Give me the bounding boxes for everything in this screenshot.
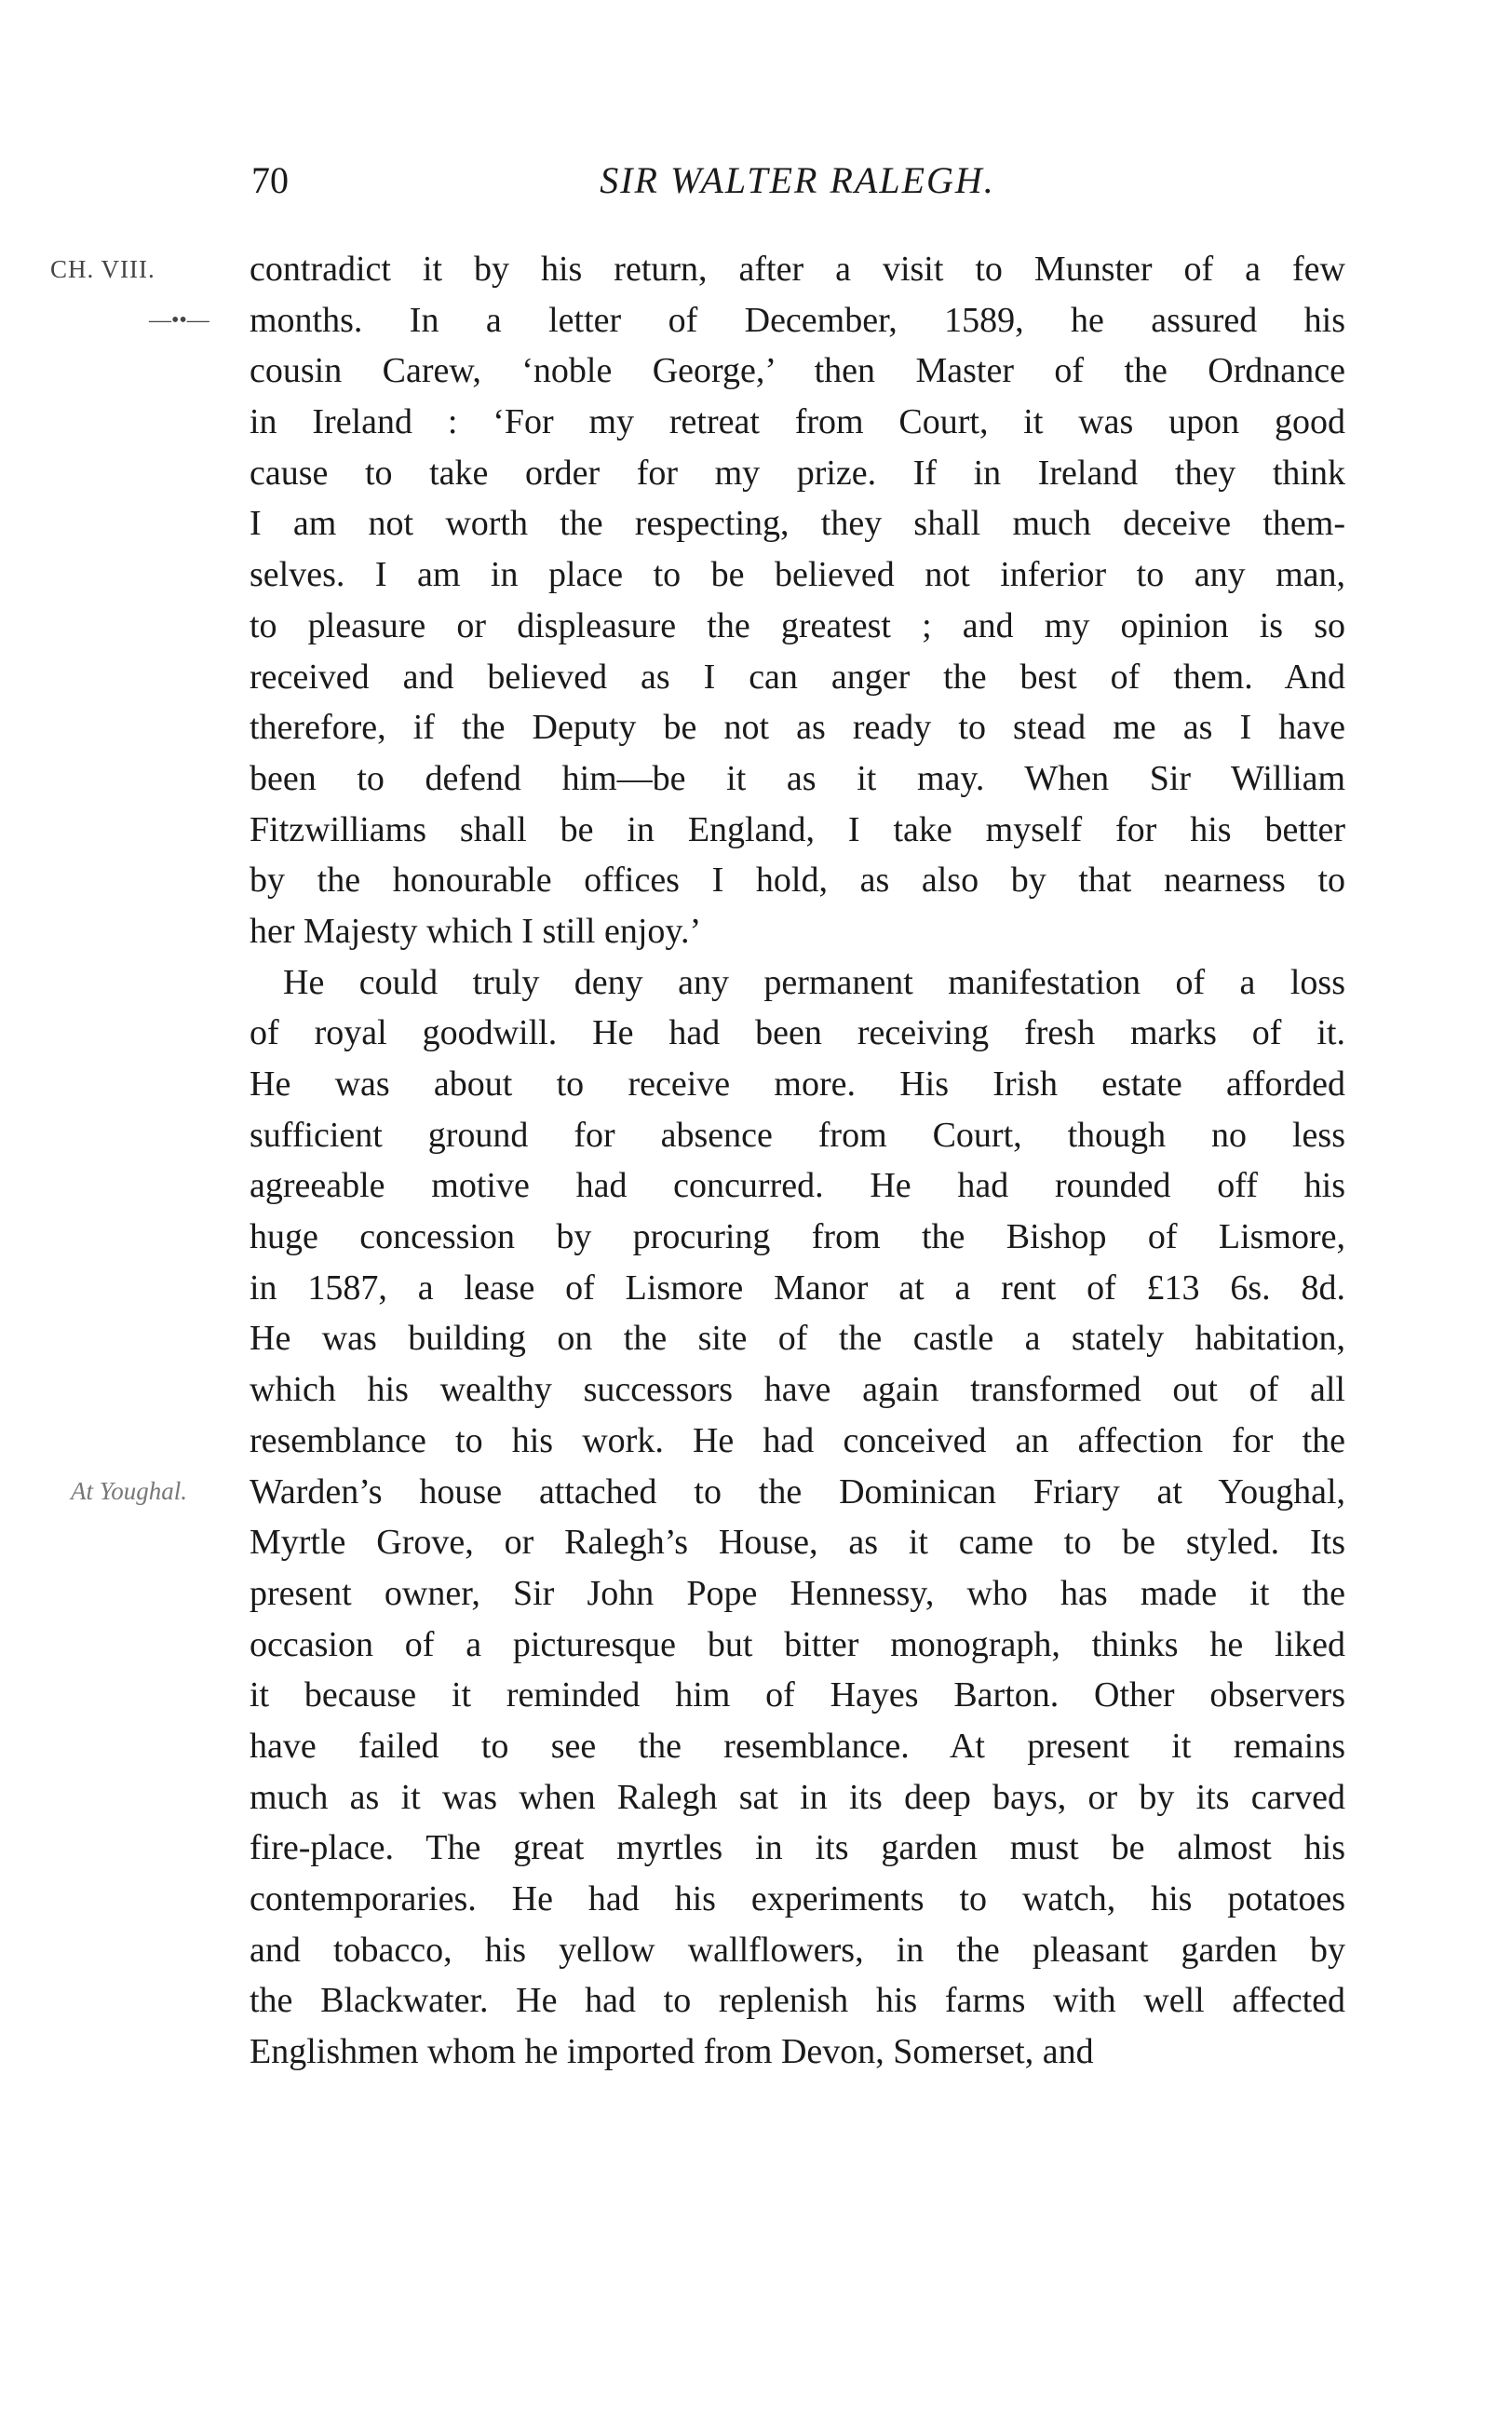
- text-line: cause to take order for my prize. If in Ireland they think: [250, 453, 1345, 493]
- text-line: received and believed as I can anger the best of them. And: [250, 657, 1345, 697]
- body-text: [250, 244, 1345, 2078]
- text-line: sufficient ground for absence from Court, though no less: [250, 1115, 1345, 1155]
- text-line: to pleasure or displeasure the greatest ; and my opinion is so: [250, 605, 1345, 645]
- text-line: contemporaries. He had his experiments to watch, his potatoes: [250, 1879, 1345, 1918]
- text-line: contradict it by his return, after a visit to Munster of a few: [250, 250, 1345, 289]
- text-line: have failed to see the resemblance. At present it remains: [250, 1726, 1345, 1766]
- text-line: Myrtle Grove, or Ralegh’s House, as it came to be styled. Its: [250, 1523, 1345, 1563]
- text-line: and tobacco, his yellow wallflowers, in the pleasant garden by: [250, 1930, 1345, 1970]
- text-line: occasion of a picturesque but bitter monograph, thinks he liked: [250, 1624, 1345, 1664]
- text-line: months. In a letter of December, 1589, he assured his: [250, 300, 1345, 340]
- text-line: her Majesty which I still enjoy.’: [250, 911, 702, 951]
- running-title: SIR WALTER RALEGH.: [600, 159, 995, 201]
- text-line: present owner, Sir John Pope Hennessy, who has made it the: [250, 1573, 1345, 1613]
- text-line: selves. I am in place to be believed not inferior to any man,: [250, 555, 1345, 595]
- text-line: the Blackwater. He had to replenish his farms with well affected: [250, 1981, 1345, 2021]
- text-line: I am not worth the respecting, they shall much deceive them-: [250, 504, 1345, 544]
- ornament-icon: —••—: [149, 308, 209, 332]
- chapter-marker: CH. VIII.: [50, 255, 155, 283]
- running-header: [250, 158, 1345, 214]
- text-line: which his wealthy successors have again transformed out of all: [250, 1370, 1345, 1410]
- text-line: He was about to receive more. His Irish estate afforded: [250, 1064, 1345, 1104]
- text-line: by the honourable offices I hold, as also by that nearness to: [250, 861, 1345, 901]
- text-line: cousin Carew, ‘noble George,’ then Master of the Ordnance: [250, 351, 1345, 391]
- text-line: of royal goodwill. He had been receiving fresh marks of it.: [250, 1013, 1345, 1053]
- text-line: much as it was when Ralegh sat in its deep bays, or by its carved: [250, 1777, 1345, 1817]
- text-line: in 1587, a lease of Lismore Manor at a rent of £13 6s. 8d.: [250, 1268, 1345, 1308]
- text-line: fire-place. The great myrtles in its garden must be almost his: [250, 1828, 1345, 1868]
- sidenote: At Youghal.: [71, 1477, 188, 1505]
- page-number: 70: [251, 159, 289, 201]
- text-line: He could truly deny any permanent manifestation of a loss: [283, 962, 1345, 1002]
- text-line: been to defend him—be it as it may. When Sir William: [250, 758, 1345, 798]
- text-line: Warden’s house attached to the Dominican Friary at Youghal,: [250, 1471, 1345, 1512]
- text-line: Englishmen whom he imported from Devon, Somerset, and: [250, 2032, 1094, 2072]
- text-line: resemblance to his work. He had conceived an affection for the: [250, 1420, 1345, 1460]
- text-line: therefore, if the Deputy be not as ready to stead me as I have: [250, 708, 1345, 748]
- text-line: in Ireland : ‘For my retreat from Court, it was upon good: [250, 402, 1345, 442]
- text-line: Fitzwilliams shall be in England, I take myself for his better: [250, 809, 1345, 849]
- text-line: He was building on the site of the castle a stately habitation,: [250, 1319, 1345, 1359]
- text-line: it because it reminded him of Hayes Barton. Other observers: [250, 1675, 1345, 1715]
- text-line: huge concession by procuring from the Bishop of Lismore,: [250, 1217, 1345, 1257]
- text-line: agreeable motive had concurred. He had rounded off his: [250, 1166, 1345, 1206]
